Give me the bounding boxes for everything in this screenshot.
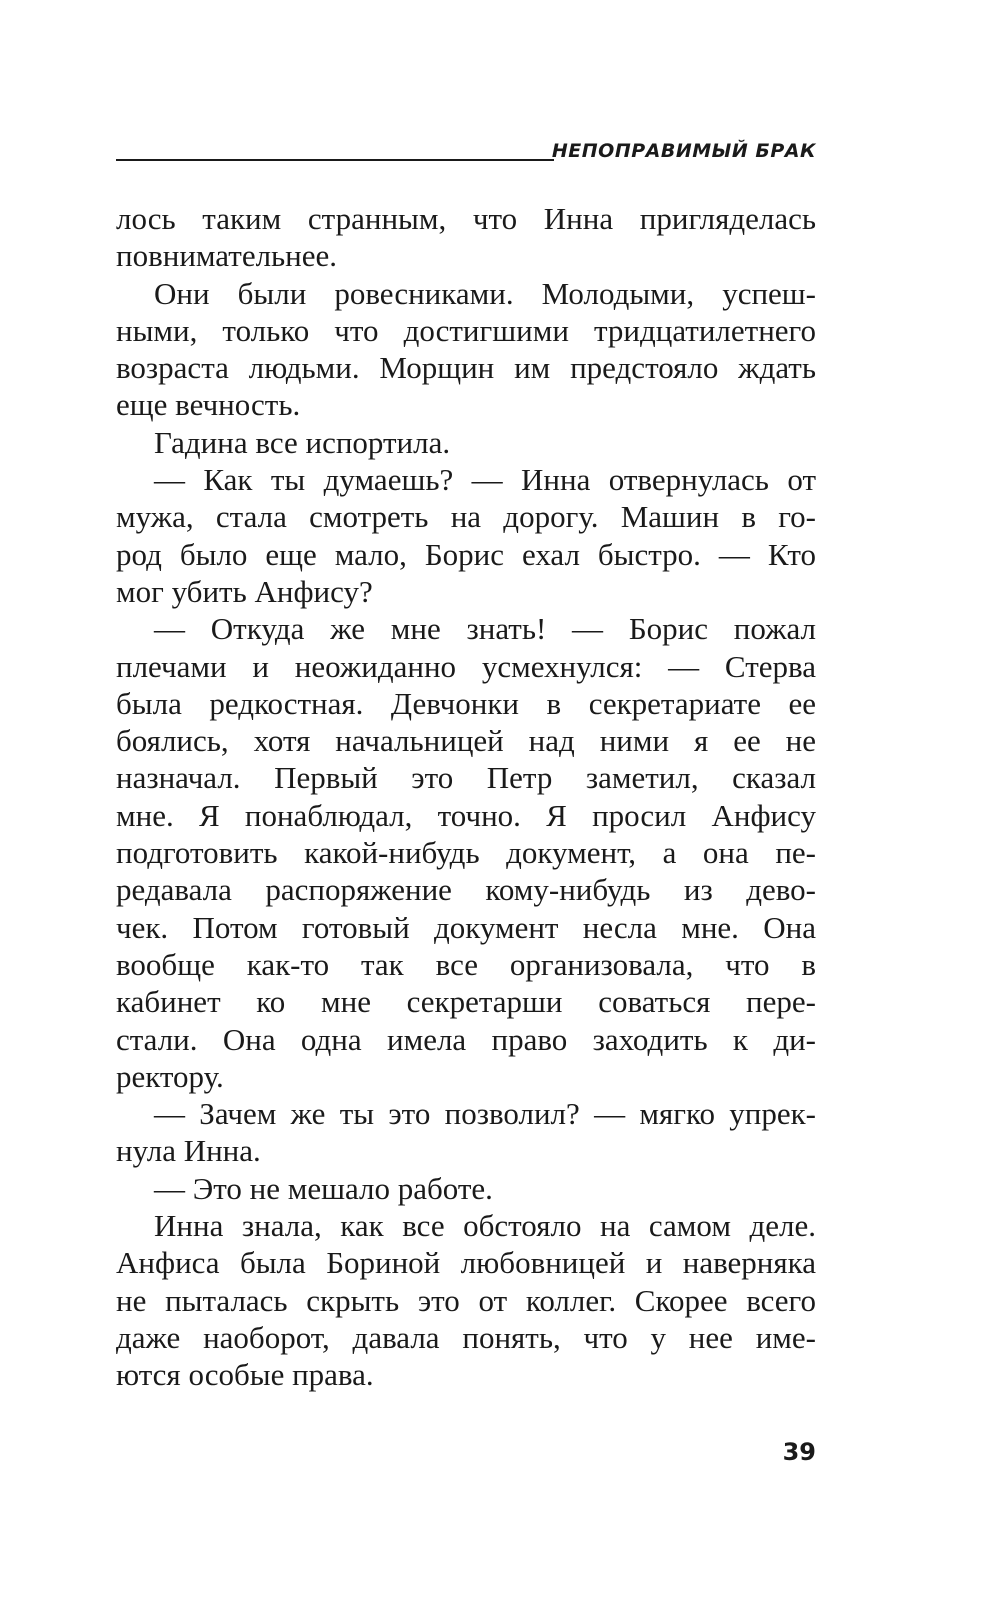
text-line: мне. Я понаблюдал, точно. Я просил Анфису: [116, 797, 816, 833]
text-line: — Это не мешало работе.: [154, 1170, 493, 1206]
text-line: редавала распоряжение кому-нибудь из дево-: [116, 872, 816, 908]
text-line: — Откуда же мне знать! — Борис пожал: [154, 611, 816, 647]
text-line: Гадина все испортила.: [154, 424, 451, 460]
body-text: [116, 200, 816, 1394]
header-rule: [116, 159, 554, 161]
text-line: еще вечность.: [116, 387, 301, 423]
text-line: лось таким странным, что Инна пригляделась: [116, 201, 816, 236]
text-line: чек. Потом готовый документ несла мне. Она: [116, 909, 816, 945]
text-line: повнимательнее.: [116, 238, 338, 274]
text-line: кабинет ко мне секретарши соваться пере-: [116, 984, 816, 1020]
text-line: была редкостная. Девчонки в секретариате ее: [116, 685, 816, 721]
text-line: род было еще мало, Борис ехал быстро. — Кто: [116, 536, 816, 572]
text-line: мог убить Анфису?: [116, 573, 373, 609]
text-line: возраста людьми. Морщин им предстояло ждать: [116, 350, 816, 386]
text-line: Инна знала, как все обстояло на самом деле.: [154, 1208, 816, 1244]
text-line: вообще как-то так все организовала, что в: [116, 946, 816, 982]
text-line: боялись, хотя начальницей над ними я ее не: [116, 723, 816, 759]
text-line: не пыталась скрыть это от коллег. Скорее всего: [116, 1282, 816, 1318]
text-line: Они были ровесниками. Молодыми, успеш-: [154, 275, 816, 311]
text-line: ными, только что достигшими тридцатилетнего: [116, 312, 816, 348]
text-line: ректору.: [116, 1058, 224, 1094]
text-line: мужа, стала смотреть на дорогу. Машин в го-: [116, 499, 816, 535]
page-number: 39: [782, 1438, 816, 1466]
text-line: — Как ты думаешь? — Инна отвернулась от: [154, 462, 816, 498]
text-line: плечами и неожиданно усмехнулся: — Стерва: [116, 648, 816, 684]
text-line: даже наоборот, давала понять, что у нее име-: [116, 1319, 816, 1355]
text-line: назначал. Первый это Петр заметил, сказал: [116, 760, 816, 796]
text-line: нула Инна.: [116, 1133, 261, 1169]
running-title: НЕПОПРАВИМЫЙ БРАК: [551, 140, 816, 162]
text-line: подготовить какой-нибудь документ, а она пе-: [116, 835, 816, 871]
running-header: [116, 136, 816, 166]
text-line: — Зачем же ты это позволил? — мягко упрек-: [154, 1096, 816, 1132]
text-line: ются особые права.: [116, 1357, 374, 1393]
text-line: стали. Она одна имела право заходить к ди-: [116, 1021, 816, 1057]
text-line: Анфиса была Бориной любовницей и наверняка: [116, 1245, 816, 1281]
